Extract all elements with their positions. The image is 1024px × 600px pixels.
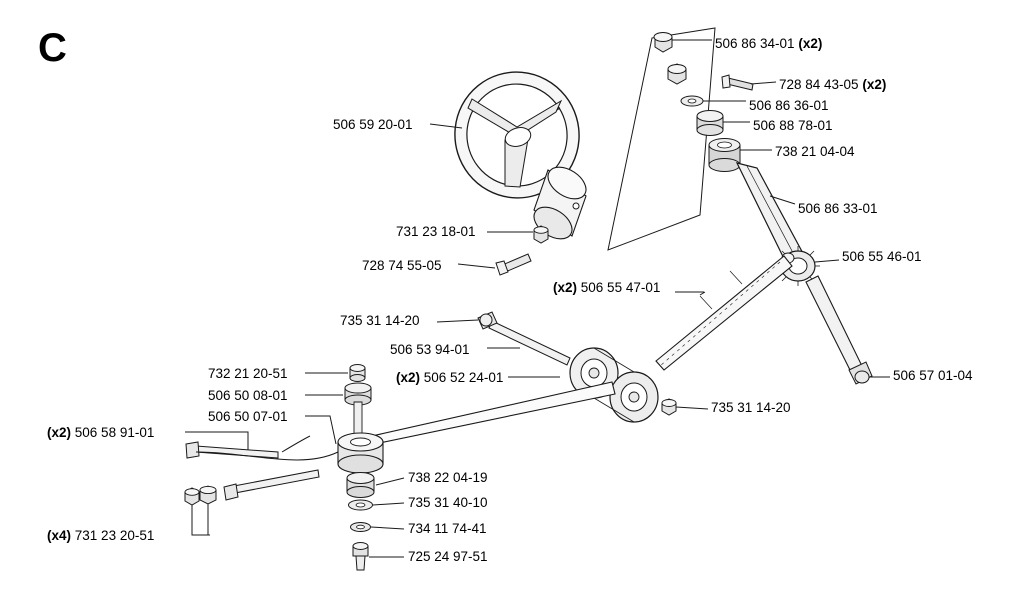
callout-732-21-20-51 — [208, 367, 288, 382]
callout-text: 731 23 20-51 — [74, 528, 155, 543]
callout-text: 735 31 40-10 — [408, 495, 488, 510]
callout-qty: (x2) — [862, 77, 887, 92]
callout-qty: (x2) — [798, 36, 823, 51]
callout-735-31-14-20-left — [340, 314, 420, 329]
nuts-bottom-left — [185, 486, 216, 505]
callout-text: 725 24 97-51 — [408, 549, 488, 564]
callout-506-55-46-01 — [842, 250, 922, 265]
callout-506-52-24-01 — [396, 371, 503, 386]
callout-text: 735 31 14-20 — [340, 313, 420, 328]
callout-text: 734 11 74-41 — [408, 521, 487, 536]
center-pivot-stack — [338, 365, 383, 571]
callout-738-21-04-04 — [775, 145, 855, 160]
callout-qty: (x2) — [553, 280, 578, 295]
callout-text: 738 21 04-04 — [775, 144, 855, 159]
callout-731-23-20-51 — [47, 529, 154, 544]
callout-731-23-18-01 — [396, 225, 476, 240]
callout-738-22-04-19 — [408, 471, 488, 486]
callout-506-86-36-01 — [749, 99, 829, 114]
callout-text: 506 55 47-01 — [580, 280, 661, 295]
callout-text: 506 59 20-01 — [333, 117, 413, 132]
sector-gears — [570, 348, 658, 422]
plate-letter: C — [38, 26, 67, 70]
callout-728-74-55-05 — [362, 259, 442, 274]
callout-text: 506 50 08-01 — [208, 388, 288, 403]
callout-text: 738 22 04-19 — [408, 470, 488, 485]
callout-506-50-07-01 — [208, 410, 288, 425]
callout-506-86-33-01 — [798, 202, 878, 217]
callout-qty: (x2) — [47, 425, 72, 440]
callout-506-50-08-01 — [208, 389, 288, 404]
callout-506-53-94-01 — [390, 343, 470, 358]
callout-506-58-91-01 — [47, 426, 154, 441]
callout-text: 506 52 24-01 — [423, 370, 504, 385]
callout-text: 506 57 01-04 — [893, 368, 973, 383]
callout-725-24-97-51 — [408, 550, 488, 565]
callout-text: 506 55 46-01 — [842, 249, 922, 264]
wheel-fasteners — [496, 226, 548, 275]
callout-qty: (x4) — [47, 528, 72, 543]
nut-right-lower — [662, 399, 676, 415]
callout-text: 506 86 34-01 — [715, 36, 795, 51]
callout-text: 506 86 36-01 — [749, 98, 829, 113]
callout-text: 732 21 20-51 — [208, 366, 288, 381]
callout-506-59-20-01 — [333, 118, 413, 133]
link-bar-upper — [656, 256, 792, 370]
callout-735-31-40-10 — [408, 496, 488, 511]
axle-beam — [360, 382, 615, 447]
background-panel — [608, 28, 715, 250]
callout-text: 506 86 33-01 — [798, 201, 878, 216]
callout-506-86-34-01 — [715, 37, 822, 52]
callout-text: 735 31 14-20 — [711, 400, 791, 415]
callout-text: 506 88 78-01 — [753, 118, 833, 133]
callout-506-55-47-01 — [553, 281, 660, 296]
rod-assembly-mid — [478, 312, 570, 365]
callout-734-11-74-41 — [408, 522, 487, 537]
upper-fastener-stack — [654, 33, 753, 172]
callout-506-88-78-01 — [753, 119, 833, 134]
drag-link-right — [806, 276, 872, 384]
callout-text: 506 58 91-01 — [74, 425, 155, 440]
callout-735-31-14-20-right — [711, 401, 791, 416]
callout-728-84-43-05 — [779, 78, 886, 93]
callout-text: 506 53 94-01 — [390, 342, 470, 357]
callout-text: 728 74 55-05 — [362, 258, 442, 273]
callout-text: 731 23 18-01 — [396, 224, 476, 239]
callout-qty: (x2) — [396, 370, 421, 385]
callout-text: 728 84 43-05 — [779, 77, 859, 92]
steering-wheel — [439, 57, 594, 246]
callout-text: 506 50 07-01 — [208, 409, 288, 424]
callout-506-57-01-04 — [893, 369, 973, 384]
